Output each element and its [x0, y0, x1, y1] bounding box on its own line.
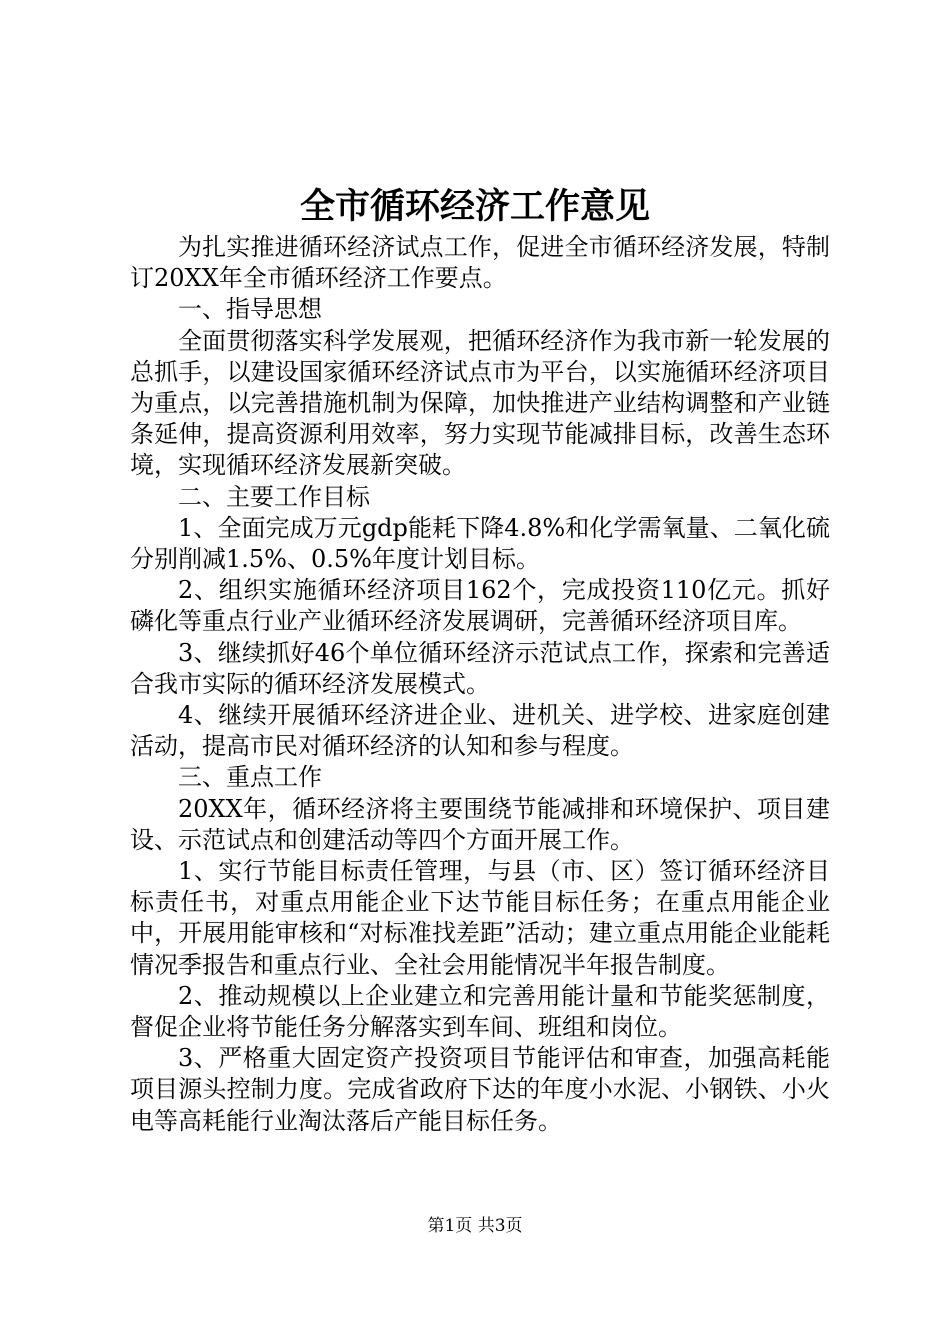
section-heading-key-work: 三、重点工作	[178, 763, 322, 792]
goal-item-4: 4、继续开展循环经济进企业、进机关、进学校、进家庭创建活动，提高市民对循环经济的认知和参与程度。	[130, 701, 830, 761]
document-body	[130, 232, 830, 1137]
section-heading-guiding-thought: 一、指导思想	[178, 295, 322, 324]
key-work-item-2: 2、推动规模以上企业建立和完善用能计量和节能奖惩制度，督促企业将节能任务分解落实到车间、班组和岗位。	[130, 981, 830, 1042]
guiding-thought-paragraph: 全面贯彻落实科学发展观，把循环经济作为我市新一轮发展的总抓手，以建设国家循环经济试点市为平台，以实施循环经济项目为重点，以完善措施机制为保障，加快推进产业结构调整和产业链条延伸，提高资源利用效率，努力实现节能减排目标，改善生态环境，实现循环经济发展新突破。	[130, 326, 830, 480]
section-heading-main-goals: 二、主要工作目标	[178, 482, 370, 511]
goal-item-3: 3、继续抓好46个单位循环经济示范试点工作，探索和完善适合我市实际的循环经济发展模式。	[130, 638, 830, 698]
key-work-intro-paragraph: 20XX年，循环经济将主要围绕节能减排和环境保护、项目建设、示范试点和创建活动等四个方面开展工作。	[130, 794, 830, 854]
key-work-item-3: 3、严格重大固定资产投资项目节能评估和审查，加强高耗能项目源头控制力度。完成省政府下达的年度小水泥、小钢铁、小火电等高耗能行业淘汰落后产能目标任务。	[130, 1044, 830, 1135]
goal-item-1: 1、全面完成万元gdp能耗下降4.8%和化学需氧量、二氧化硫分别削减1.5%、0.5%年度计划目标。	[130, 513, 830, 574]
page-number-footer: 第1页 共3页	[427, 1216, 523, 1236]
intro-paragraph: 为扎实推进循环经济试点工作，促进全市循环经济发展，特制订20XX年全市循环经济工作要点。	[130, 233, 830, 293]
key-work-item-1: 1、实行节能目标责任管理，与县（市、区）签订循环经济目标责任书，对重点用能企业下达节能目标任务；在重点用能企业中，开展用能审核和“对标准找差距”活动；建立重点用能企业能耗情况季报告和重点行业、全社会用能情况半年报告制度。	[130, 857, 830, 979]
document-title: 全市循环经济工作意见	[299, 186, 650, 227]
goal-item-2: 2、组织实施循环经济项目162个，完成投资110亿元。抓好磷化等重点行业产业循环经济发展调研，完善循环经济项目库。	[130, 576, 830, 636]
